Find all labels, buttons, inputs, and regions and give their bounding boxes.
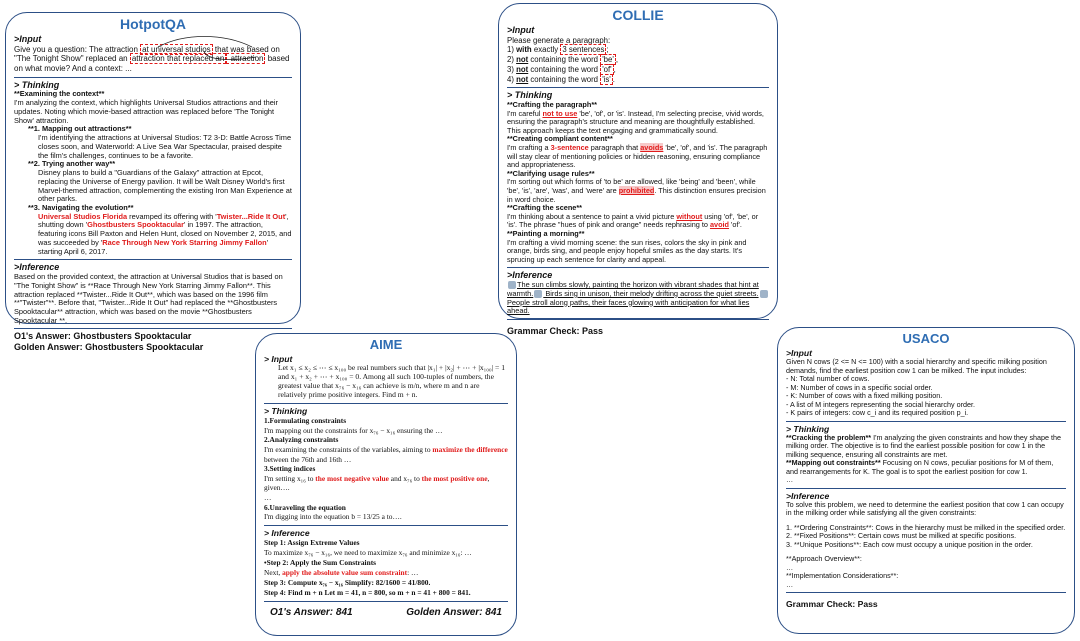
usaco-inference-heading: >Inference [786,490,830,501]
aime-ellipsis: … [264,493,272,503]
aime-t-heading-3: 3.Setting indices [264,464,316,474]
usaco-inf-text-3: 2. **Fixed Positions**: Certain cows must be milked at specific positions. [786,531,1017,541]
hotpotqa-input-text: Give you a question: The attraction at universal studios that was based on "The Tonight Show" replaced an attraction that replaced an attraction based on what movie? And a context: ... [14,45,292,74]
hotpotqa-o1-answer: O1's Answer: Ghostbusters Spooktacular [14,331,192,342]
hotpotqa-title: HotpotQA [119,16,187,32]
usaco-input-heading: >Input [786,348,813,358]
usaco-title: USACO [902,331,950,346]
collie-inference-text: The sun climbs slowly, painting the horizon with vibrant shades that hint at warmth. Birds sing in unison, their melody drifting across the quiet streets. People stroll along paths, their faces glowing with anticipation for what lies ahead. [507,281,769,316]
collie-t-text-5: I'm crafting a vivid morning scene: the sun rises, colors the sky in pink and orange, birds sing, and people enjoy hopeful smiles as the day starts. It's sprucing up each sentence for clarity and appeal. [507,237,747,264]
collie-t-text-1: I'm careful not to use 'be', 'of', or 'is'. Instead, I'm selecting precise, vivid words, ensuring the paragraph's structure and meaning are thoughtfully established. This approach keeps the text engaging and grammatically sound. [507,108,764,135]
hotpotqa-card [5,12,301,353]
collie-input-heading: >Input [507,25,535,35]
aime-t-heading-6: 6.Unraveling the equation [264,502,346,512]
hotpotqa-t-heading-2: **1. Mapping out attractions** [28,124,132,134]
aime-t-heading-1: 1.Formulating constraints [264,416,347,426]
hotpotqa-t-text-2: I'm identifying the attractions at Universal Studios: T2 3-D: Battle Across Time closes soon, and Waterworld: A Live Sea War Spectacular, praised despite the film's challenges, continues to be a favorite. [38,133,292,160]
hotpotqa-t-heading-4: **3. Navigating the evolution** [28,203,134,213]
usaco-t-text-2: **Mapping out constraints** Focusing on N cows, peculiar positions for M of them, and rearrangements for K. The goal is to spot the earliest position for cow 1. [786,458,1054,476]
hotpotqa-inference-heading: >Inference [14,262,60,273]
usaco-input-text: Given N cows (2 <= N <= 100) with a social hierarchy and specific milking position demands, find the earliest position cow 1 can be milked. The input includes: - N: Total number of cows. - M: Number of cows in a specific social order. - K: Number of cows with a fixed milking position. - A list of M integers representing the social hierarchy order. - K pairs of integers: cow c_i and its required position p_i. [786,357,1047,418]
aime-golden-answer: Golden Answer: 841 [406,607,502,619]
usaco-thinking-heading: > Thinking [786,423,830,434]
usaco-t-text-1: **Cracking the problem** I'm analyzing the given constraints and how they shape the milking order. The objective is to find the earliest possible position for cow 1 in the milking sequence, ensuring all constraints are met. [786,432,1062,459]
usaco-inf-text-1: To solve this problem, we need to determine the earliest position that cow 1 can occupy in the milking order while satisfying all the given constraints: [786,499,1064,518]
aime-o1-answer: O1's Answer: 841 [270,607,353,619]
collie-grammar-check: Grammar Check: Pass [507,326,604,337]
usaco-card [777,327,1075,634]
aime-inference-heading: > Inference [264,527,310,538]
hotpotqa-golden-answer: Golden Answer: Ghostbusters Spooktacular [14,342,204,353]
collie-t-heading-3: **Clarifying usage rules** [507,168,595,178]
aime-thinking-heading: > Thinking [264,405,308,416]
collie-card [498,3,778,337]
aime-t-text-1: I'm mapping out the constraints for x₇₆ − x₁₆ ensuring the … [264,425,443,435]
aime-t-heading-2: 2.Analyzing constraints [264,435,339,445]
collie-t-heading-2: **Creating compliant content** [507,134,613,144]
hotpotqa-t-text-4: Universal Studios Florida revamped its offering with 'Twister...Ride It Out', shutting down 'Ghostbusters Spooktacular' in 1997. The attraction, featuring icons Bill Paxton and Helen Hunt, closed on November 2, 2015, and was succeeded by 'Race Through New York Starring Jimmy Fallon' starting April 6, 2017. [38,211,292,256]
usaco-inf-text-5: **Approach Overview**: [786,554,862,564]
usaco-grammar-check: Grammar Check: Pass [786,599,878,610]
aime-inf-step-4: Step 4: Find m + n Let m = 41, n = 800, so m + n = 41 + 800 = 841. [264,588,471,598]
sentence-marker-icon [760,290,768,298]
aime-inf-step-3: Step 3: Compute x₇₆ − x₁₆ Simplify: 82/1600 = 41/800. [264,578,431,588]
collie-title: COLLIE [612,7,664,23]
aime-t-text-6: I'm digging into the equation b = 13/25 a to…. [264,512,402,522]
aime-inf-text-1: To maximize x₇₆ − x₁₆, we need to maximize x₇₆ and minimize x₁₆: … [264,548,472,558]
collie-input-text: Please generate a paragraph: 1) with exactly 3 sentences ; 2) not containing the word 'be' , 3) not containing the word 'of' , 4) not containing the word 'is' . [507,35,619,84]
usaco-inf-ellipsis-1: … [786,562,794,572]
hotpotqa-input-heading: >Input [14,34,42,44]
aime-t-text-2: I'm examining the constraints of the variables, aiming to maximize the difference between the 76th and 16th … [264,444,508,464]
collie-t-text-4: I'm thinking about a sentence to paint a vivid picture without using 'of', 'be', or 'is'. The phrase "hues of pink and orange" needs rephrasing to avoid 'of'. [507,211,759,230]
aime-input-text: Let x₁ ≤ x₂ ≤ ⋯ ≤ x₁₀₀ be real numbers such that |x₁| + |x₂| + ⋯ + |x₁₀₀| = 1 and x₁ + x₂ + ⋯ + x₁₀₀ = 0. Among all such 100-tuples of numbers, the greatest value that x₇₆ − x₁₆ can achieve is m/n, where m and n are relatively prime positive integers. Find m + n. [278,363,505,399]
aime-inf-text-2: Next, apply the absolute value sum constraint: … [264,568,419,578]
usaco-inf-text-6: **Implementation Considerations**: [786,571,899,581]
collie-t-heading-4: **Crafting the scene** [507,203,583,213]
hotpotqa-thinking-heading: > Thinking [14,79,60,90]
hotpotqa-t-text-3: Disney plans to build a "Guardians of the Galaxy" attraction at Epcot, replacing the Universe of Energy pavilion. It will be Walt Disney World's first Marvel-themed attraction, complementing the existing Iron Man Experience at other parks. [38,168,292,204]
collie-thinking-heading: > Thinking [507,90,553,101]
usaco-inf-text-4: 3. **Unique Positions**: Each cow must occupy a unique position in the order. [786,539,1033,549]
aime-title: AIME [369,337,403,352]
hotpotqa-t-text-1: I'm analyzing the context, which highlights Universal Studios attractions and their updates. Noting which movie-based attraction was replaced before 'The Tonight Show' attraction. [14,98,278,125]
hotpotqa-t-heading-1: **Examining the context** [14,89,105,99]
usaco-t-ellipsis: … [786,475,794,485]
hotpotqa-t-heading-3: **2. Trying another way** [28,159,116,169]
collie-t-text-2: I'm crafting a 3-sentence paragraph that avoids 'be', 'of', and 'is'. The paragraph will stay clear of mentioning policies or hidden reasoning, ensuring compliance and appropriateness. [507,142,768,170]
aime-inf-step-1: Step 1: Assign Extreme Values [264,538,360,548]
aime-t-text-3: I'm setting x₁₆ to the most negative value and x₇₆ to the most positive one, given…. [264,473,490,493]
aime-inf-step-2: •Step 2: Apply the Sum Constraints [264,558,377,568]
hotpotqa-arrows [144,39,264,61]
usaco-inf-text-2: 1. **Ordering Constraints**: Cows in the hierarchy must be milked in the specified order. [786,522,1066,532]
hotpotqa-inference-text: Based on the provided context, the attraction at Universal Studios that is based on "The Tonight Show" is **Race Through New York Starring Jimmy Fallon**. This attraction replaced **Twister...Ride It Out**, which was based on the 1996 film **"Twister"**. Before that, "Twister...Ride It Out" had replaced the **Ghostbusters Spooktacular** attraction, which was based on the movie **Ghostbusters Spooktacular **. [14,272,283,325]
aime-card [255,333,517,636]
collie-inference-heading: >Inference [507,270,553,281]
aime-input-heading: > Input [264,354,293,364]
collie-t-heading-5: **Painting a morning** [507,229,585,239]
usaco-inf-ellipsis-2: … [786,579,794,589]
collie-t-heading-1: **Crafting the paragraph** [507,99,598,109]
collie-t-text-3: I'm sorting out which forms of 'to be' are allowed, like 'being' and 'been', while 'be', 'is', 'are', 'was', and 'were' are prohibited. This distinction ensures precision in word choice. [507,177,766,204]
